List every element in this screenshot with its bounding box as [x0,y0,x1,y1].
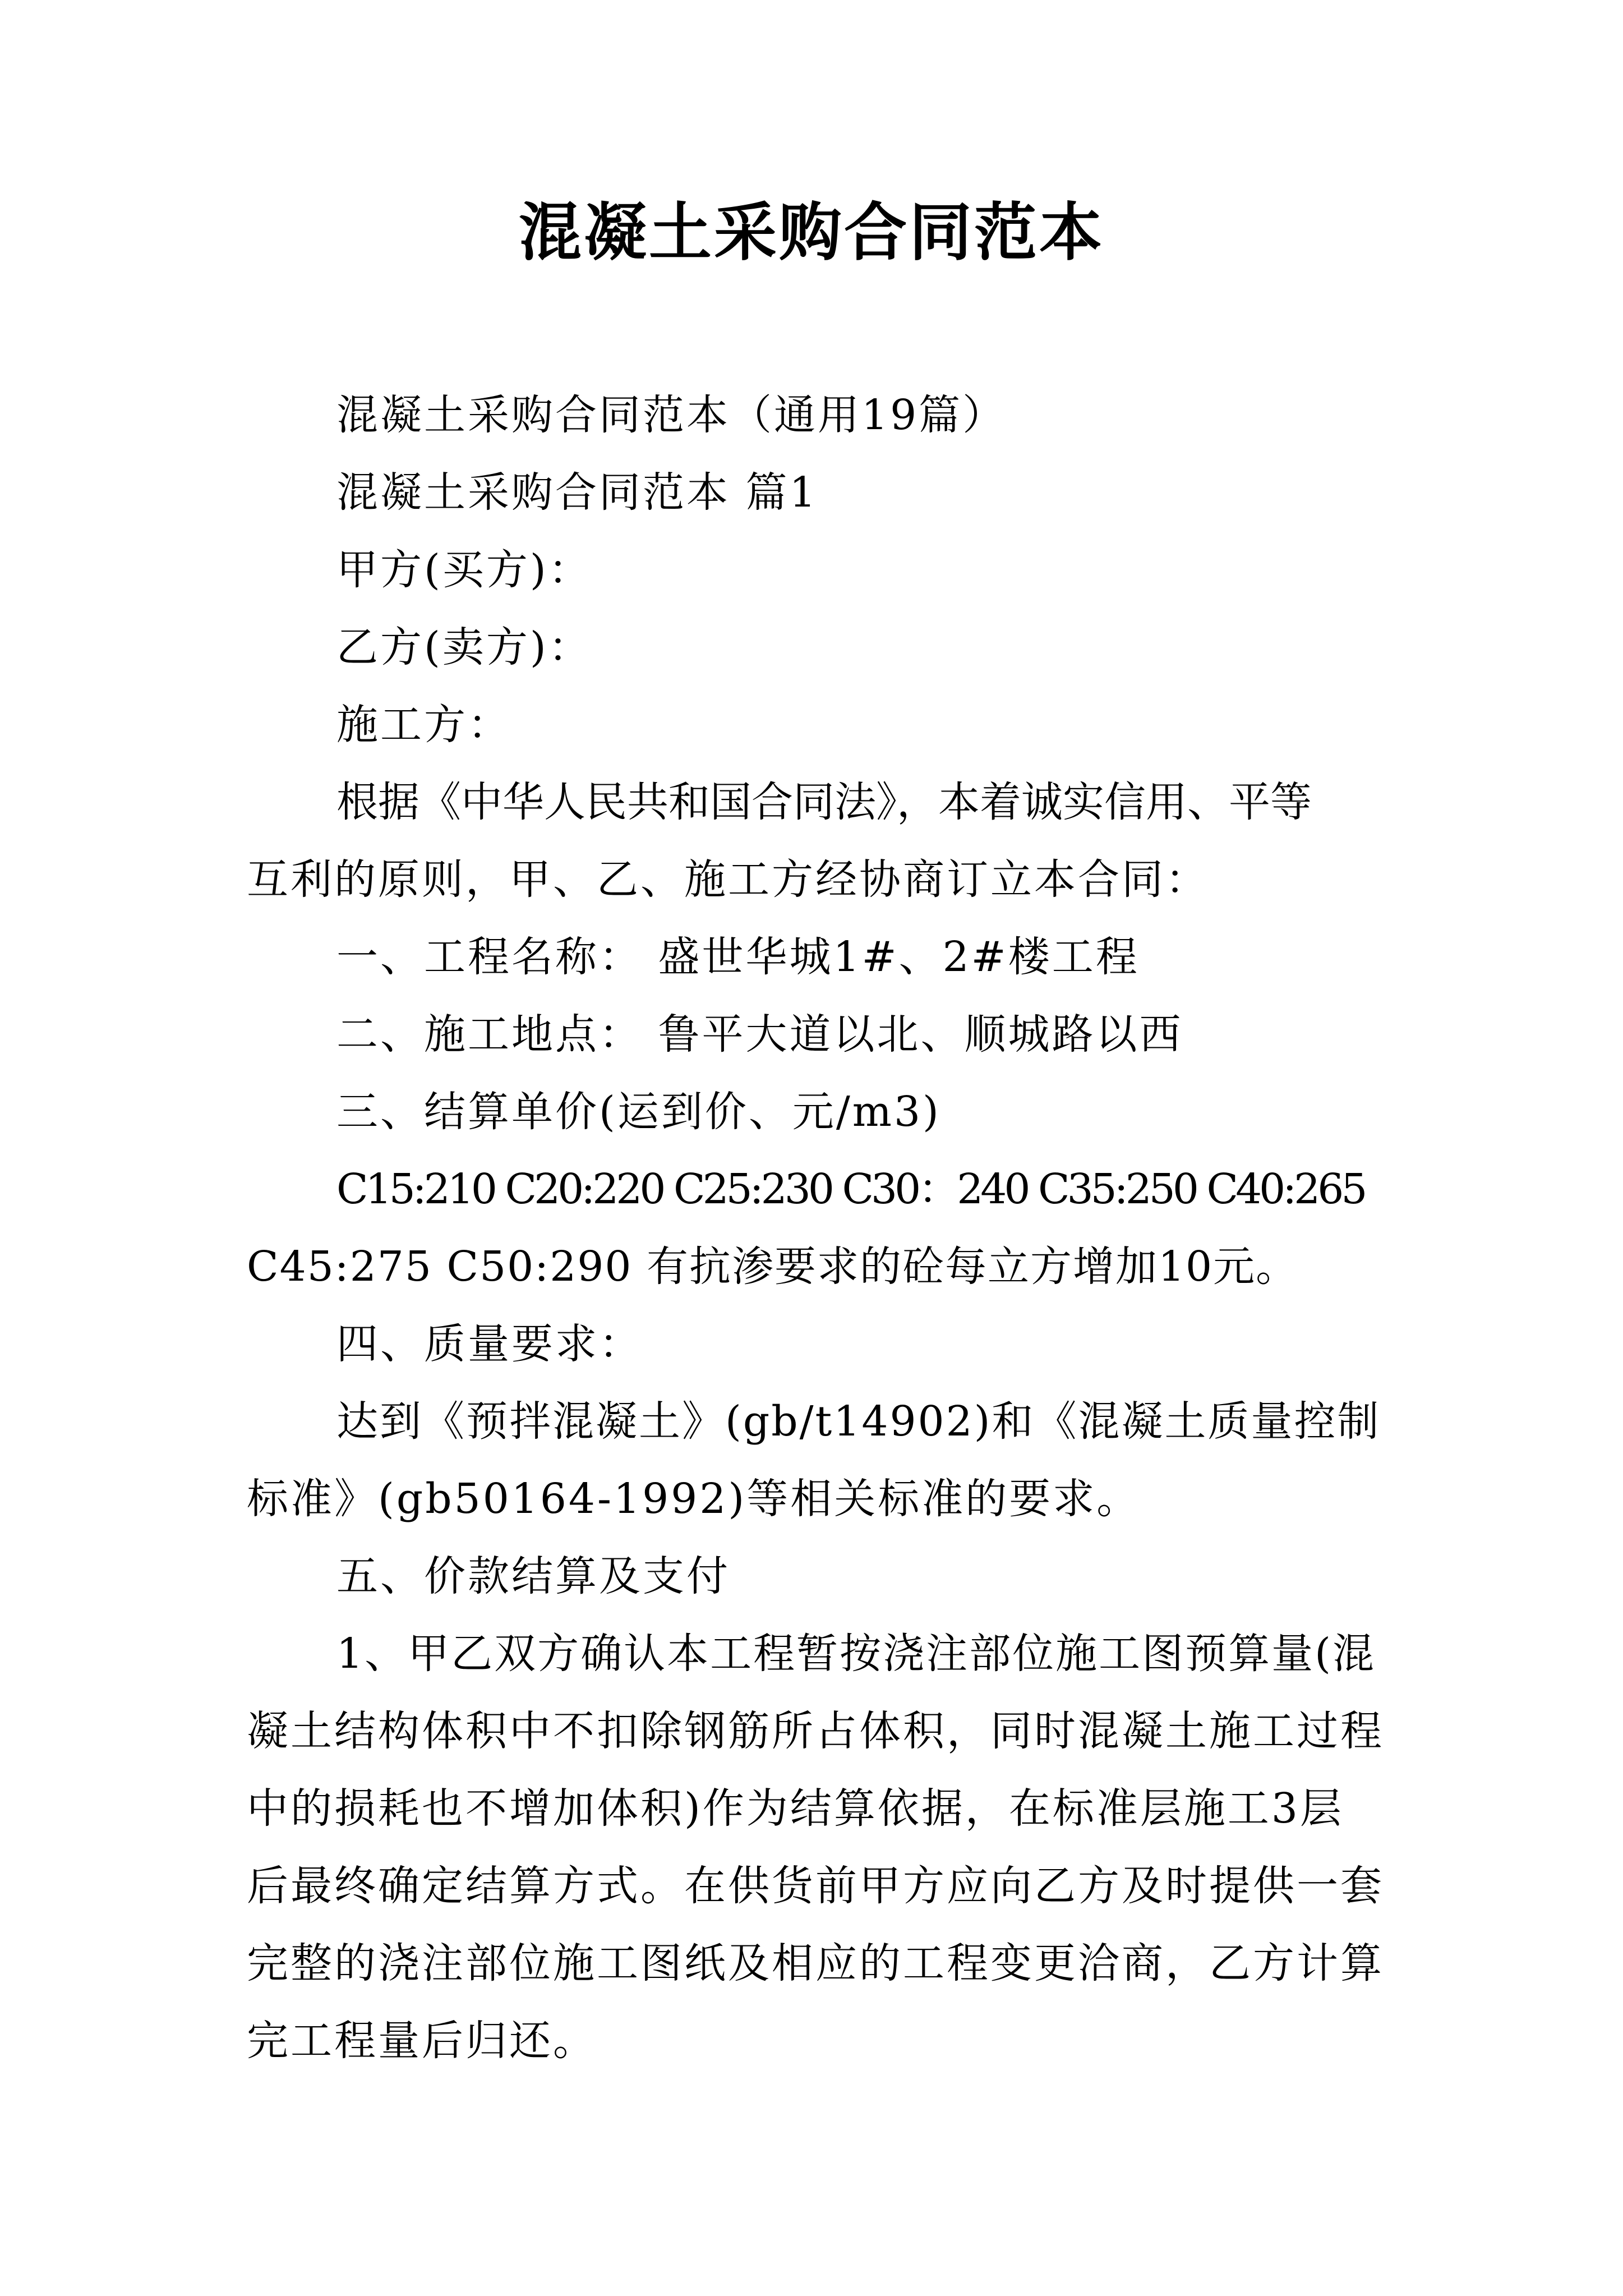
paragraph-line: 完工程量后归还。 [247,2017,597,2065]
paragraph-line [336,774,1385,830]
paragraph-line: 达到《预拌混凝土》(gb/t14902)和《混凝土质量控制 [336,1397,1381,1446]
paragraph-line: 甲方(买方)： [336,546,592,594]
paragraph-line: 三、结算单价(运到价、元/m3) [336,1088,941,1136]
paragraph-line: 乙方(卖方)： [336,623,592,671]
paragraph-line: 四、质量要求： [336,1320,643,1368]
justified-text: 根据《中华人民共和国合同法》，本着诚实信用、平等 [336,778,1312,826]
paragraph-line: C15:210 C20:220 C25:230 C30：240 C35:250 C40:265 [336,1165,1365,1213]
paragraph-line: 互利的原则，甲、乙、施工方经协商订立本合同： [247,855,1209,904]
paragraph-line: 施工方： [336,701,511,749]
paragraph-line: 混凝土采购合同范本 篇1 [336,468,818,517]
paragraph-line: 完整的浇注部位施工图纸及相应的工程变更洽商，乙方计算 [247,1939,1384,1987]
paragraph-line: 凝土结构体积中不扣除钢筋所占体积，同时混凝土施工过程 [247,1707,1384,1755]
paragraph-line: 后最终确定结算方式。在供货前甲方应向乙方及时提供一套 [247,1862,1384,1910]
paragraph-line: 一、工程名称： 盛世华城1#、2#楼工程 [336,933,1140,981]
paragraph-line: 1、甲乙双方确认本工程暂按浇注部位施工图预算量(混 [336,1630,1376,1678]
paragraph-line: C45:275 C50:290 有抗渗要求的砼每立方增加10元。 [247,1243,1299,1291]
paragraph-line: 中的损耗也不增加体积)作为结算依据，在标准层施工3层 [247,1784,1344,1833]
paragraph-line: 二、施工地点： 鲁平大道以北、顺城路以西 [336,1010,1183,1059]
document-title: 混凝土采购合同范本 [519,196,1104,269]
paragraph-line: 混凝土采购合同范本（通用19篇） [336,391,1007,439]
paragraph-line: 五、价款结算及支付 [336,1552,730,1600]
paragraph-line: 标准》(gb50164-1992)等相关标准的要求。 [247,1475,1141,1523]
